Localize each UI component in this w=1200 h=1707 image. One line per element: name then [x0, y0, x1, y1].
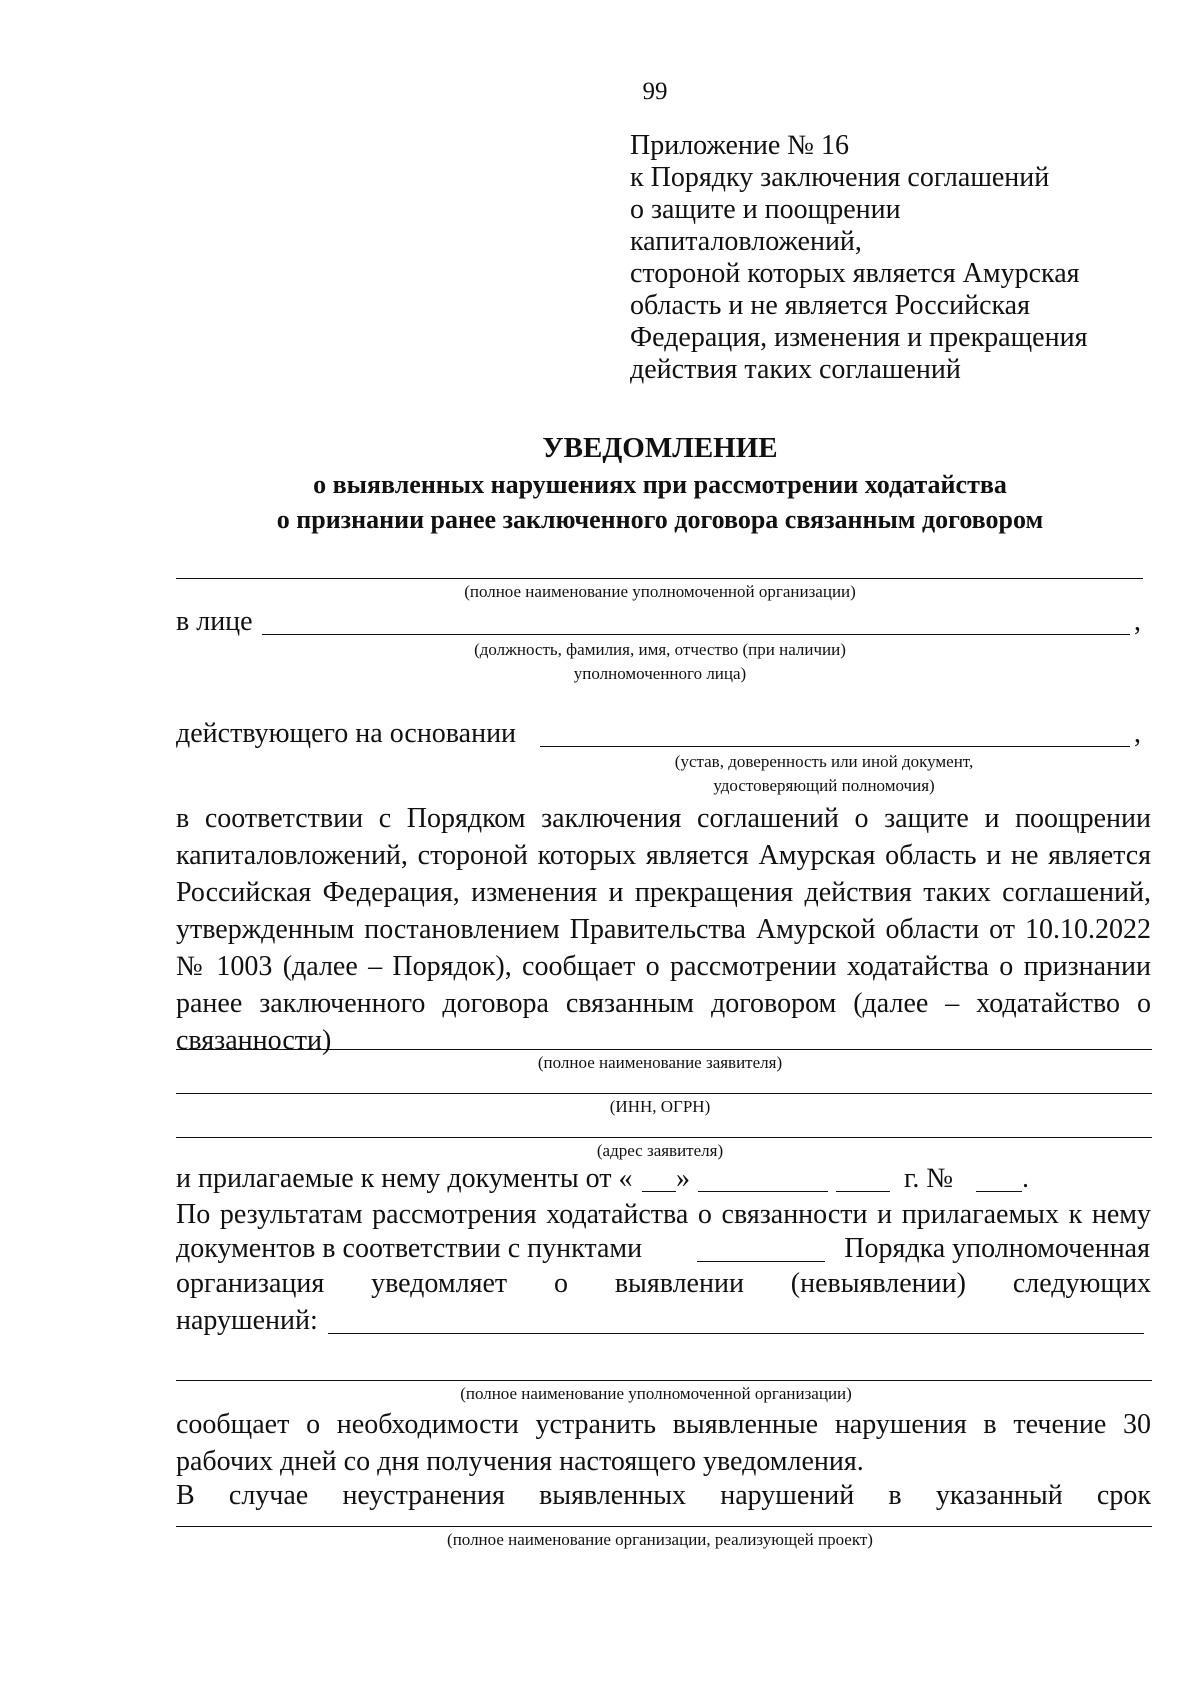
paragraph-line: ранее заключенного договора связанным договором (далее – ходатайство о — [176, 988, 1151, 1019]
paragraph-line: рабочих дней со дня получения настоящего уведомления. — [176, 1446, 864, 1477]
document-subtitle-line: о признании ранее заключенного договора связанным договором — [276, 505, 1044, 534]
number-field-line[interactable] — [976, 1191, 1022, 1192]
word: в — [888, 1480, 902, 1511]
in-person-field-line[interactable] — [262, 634, 1130, 635]
appendix-line: к Порядку заключения соглашений — [630, 162, 1050, 193]
body-paragraph — [176, 1196, 1151, 1233]
basis-doc-caption-line: удостоверяющий полномочия) — [713, 776, 935, 795]
applicant-name-caption: (полное наименование заявителя) — [537, 1053, 783, 1072]
year-field-line[interactable] — [836, 1191, 890, 1192]
acting-basis-label: действующего на основании — [176, 718, 517, 749]
org-name-caption-2: (полное наименование уполномоченной организации) — [460, 1384, 852, 1403]
appendix-line: о защите и поощрении — [630, 194, 901, 225]
paragraph-line — [176, 1480, 1151, 1512]
applicant-name-field-line[interactable] — [176, 1049, 1152, 1050]
document-title: УВЕДОМЛЕНИЕ — [542, 432, 778, 464]
project-org-caption: (полное наименование организации, реализующей проект) — [447, 1530, 873, 1549]
month-field-line[interactable] — [698, 1191, 828, 1192]
applicant-address-field-line[interactable] — [176, 1137, 1152, 1138]
paragraph-line: № 1003 (далее – Порядок), сообщает о рассмотрении ходатайства о признании — [176, 951, 1151, 982]
paragraph-line: капиталовложений, стороной которых является Амурская область и не является — [176, 840, 1151, 871]
basis-doc-caption-line: (устав, доверенность или иной документ, — [674, 752, 974, 771]
word: выявлении — [614, 1268, 744, 1299]
period: . — [1022, 1163, 1029, 1194]
paragraph-line — [176, 1268, 1151, 1300]
paragraph-line: связанности) — [176, 1025, 332, 1056]
appendix-line: Приложение № 16 — [630, 130, 849, 161]
paragraph-line: По результатам рассмотрения ходатайства о связанности и прилагаемых к нему — [176, 1199, 1151, 1230]
word: нарушений — [720, 1480, 855, 1511]
inn-ogrn-field-line[interactable] — [176, 1093, 1152, 1094]
word: (невыявлении) — [790, 1268, 966, 1299]
body-paragraph — [176, 1406, 1151, 1480]
appendix-line: действия таких соглашений — [630, 354, 961, 385]
paragraph-line: сообщает о необходимости устранить выявленные нарушения в течение 30 — [176, 1409, 1151, 1440]
appendix-line: стороной которых является Амурская — [630, 258, 1080, 289]
word: срок — [1096, 1480, 1151, 1511]
org-name-field-line[interactable] — [176, 578, 1143, 579]
appendix-block — [630, 130, 1087, 386]
word: следующих — [1012, 1268, 1151, 1299]
body-paragraph — [176, 800, 1151, 1059]
word: о — [553, 1268, 568, 1299]
paragraph-line: Российская Федерация, изменения и прекращения действия таких соглашений, — [176, 877, 1151, 908]
position-caption-line: (должность, фамилия, имя, отчество (при наличии) — [474, 640, 846, 659]
word: указанный — [935, 1480, 1063, 1511]
quote-close: » — [676, 1163, 690, 1194]
word: неустранения — [342, 1480, 505, 1511]
word: случае — [228, 1480, 309, 1511]
paragraph-line: в соответствии с Порядком заключения соглашений о защите и поощрении — [176, 803, 1151, 834]
points-line-start: документов в соответствии с пунктами — [176, 1233, 643, 1264]
docs-from-label: и прилагаемые к нему документы от « — [176, 1163, 633, 1194]
word: уведомляет — [371, 1268, 508, 1299]
year-number-label: г. № — [904, 1163, 954, 1194]
paragraph-line: утвержденным постановлением Правительства Амурской области от 10.10.2022 — [176, 914, 1151, 945]
org-name-caption: (полное наименование уполномоченной организации) — [464, 582, 856, 601]
applicant-address-caption: (адрес заявителя) — [596, 1141, 724, 1160]
position-caption-line: уполномоченного лица) — [573, 664, 747, 683]
in-person-label: в лице — [176, 606, 253, 637]
appendix-line: капиталовложений, — [630, 226, 862, 257]
points-field-line[interactable] — [697, 1261, 825, 1262]
appendix-line: Федерация, изменения и прекращения — [630, 322, 1088, 353]
project-org-field-line[interactable] — [176, 1526, 1152, 1527]
appendix-line: область и не является Российская — [630, 290, 1030, 321]
acting-basis-field-line[interactable] — [540, 746, 1130, 747]
word: организация — [176, 1268, 325, 1299]
comma: , — [1134, 606, 1141, 637]
org-name-field-line-2[interactable] — [176, 1380, 1152, 1381]
inn-ogrn-caption: (ИНН, ОГРН) — [609, 1097, 711, 1116]
word: выявленных — [539, 1480, 687, 1511]
violations-label: нарушений: — [176, 1305, 318, 1336]
points-line-end: Порядка уполномоченная — [844, 1233, 1150, 1264]
word: В — [176, 1480, 195, 1511]
document-subtitle-line: о выявленных нарушениях при рассмотрении ходатайства — [313, 470, 1007, 499]
page-number: 99 — [642, 78, 668, 105]
violations-field-line[interactable] — [328, 1333, 1144, 1334]
day-field-line[interactable] — [642, 1191, 676, 1192]
comma: , — [1134, 718, 1141, 749]
